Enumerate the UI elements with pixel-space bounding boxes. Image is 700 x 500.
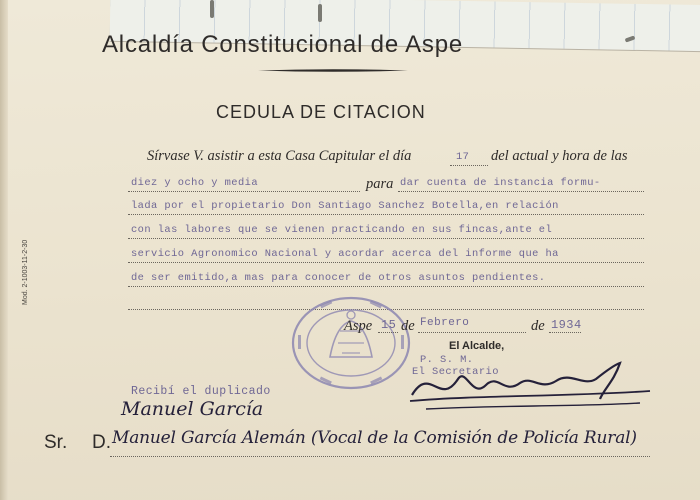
staple-icon — [318, 4, 322, 22]
addressee-name: Manuel García Alemán (Vocal de la Comisión de Policía Rural) — [112, 428, 637, 448]
fill-line — [128, 214, 644, 215]
purpose-line: lada por el propietario Don Santiago Sanchez Botella,en relación — [131, 200, 559, 212]
fill-line — [398, 191, 644, 192]
document-title: Alcaldía Constitucional de Aspe — [102, 31, 464, 58]
purpose-line: dar cuenta de instancia formu- — [400, 177, 601, 189]
form-code: Mod. 2-1003-11-2-30 — [22, 239, 29, 305]
addressee-prefix: Sr. — [44, 432, 68, 453]
date-day: 15 — [381, 318, 397, 332]
municipal-seal — [290, 295, 412, 391]
fill-line — [128, 262, 644, 263]
citation-day: 17 — [456, 151, 470, 163]
page-edge — [0, 0, 8, 500]
purpose-line: con las labores que se vienen practicando en sus fincas,ante el — [131, 224, 553, 236]
fill-line — [450, 165, 488, 166]
para-label: para — [366, 176, 394, 192]
intro-text: Sírvase V. asistir a esta Casa Capitular el día — [147, 148, 412, 164]
intro-rest-text: del actual y hora de las — [491, 148, 628, 164]
receipt-label: Recibí el duplicado — [131, 385, 271, 398]
receipt-signature: Manuel García — [121, 398, 264, 420]
fill-line — [128, 191, 360, 192]
psm-label: P. S. M. — [420, 354, 474, 366]
fill-line — [110, 456, 650, 457]
fill-line — [128, 286, 644, 287]
fill-line — [128, 238, 644, 239]
addressee-prefix-d: D. — [92, 432, 111, 453]
fill-line — [378, 332, 398, 333]
purpose-line: de ser emitido,a mas para conocer de otros asuntos pendientes. — [131, 272, 546, 284]
citation-time: diez y ocho y media — [131, 177, 259, 189]
staple-icon — [210, 0, 214, 18]
date-de-label: de — [531, 318, 545, 334]
date-de-label: de — [401, 318, 415, 334]
purpose-line: servicio Agronomico Nacional y acordar acerca del informe que ha — [131, 248, 559, 260]
fill-line — [549, 332, 581, 333]
ornamental-rule — [258, 69, 408, 72]
date-place: Aspe — [344, 318, 373, 334]
document-heading: CEDULA DE CITACION — [216, 102, 426, 122]
alcalde-label: El Alcalde, — [449, 340, 505, 352]
secretario-label: El Secretario — [412, 366, 499, 378]
date-year: 1934 — [551, 318, 582, 332]
secretary-signature — [400, 355, 660, 415]
fill-line — [418, 332, 526, 333]
date-month: Febrero — [420, 317, 470, 329]
